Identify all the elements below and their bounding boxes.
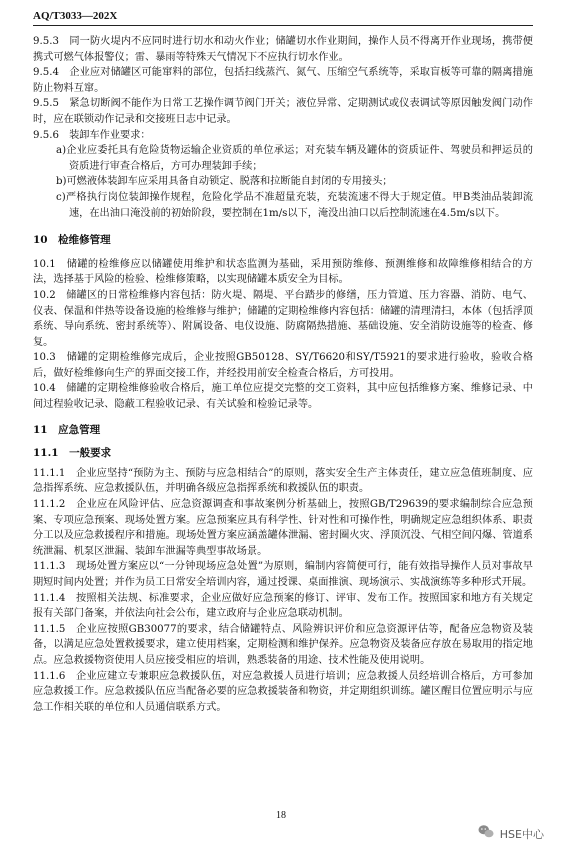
clause-9-5-5: 9.5.5 紧急切断阀不能作为日常工艺操作调节阀门开关；液位异常、定期测试或仪表调试等原因触发阀门动作时，应在联锁动作记录和交接班日志中记录。 [33, 98, 533, 125]
subsection-11-1-heading: 11.1 一般要求 [33, 447, 112, 460]
clause-10-3: 10.3 储罐的定期检维修完成后，企业按照GB50128、SY/T6620和SY/T5921的要求进行验收，验收合格后，做好检维修向生产的界面交接工作，并经投用前安全检查合格后，方可投用。 [33, 352, 533, 379]
list-item-b: b)可燃液体装卸车应采用具备自动锁定、脱落和拉断能自封闭的专用接头； [56, 176, 393, 188]
clause-9-5-4: 9.5.4 企业应对储罐区可能窜料的部位，包括扫线蒸汽、氮气、压缩空气系统等，采取盲板等可靠的隔离措施防止物料互窜。 [33, 67, 533, 94]
clause-9-5-6: 9.5.6 装卸车作业要求： [33, 129, 151, 141]
clause-9-5-3: 9.5.3 同一防火堤内不应同时进行切水和动火作业；储罐切水作业期间，操作人员不得离开作业现场，携带便携式可燃气体报警仪；雷、暴雨等特殊天气情况下不应执行切水作业。 [33, 36, 533, 63]
clause-11-1-5: 11.1.5 企业应按照GB30077的要求，结合储罐特点、风险辨识评价和应急资源评估等，配备应急物资及装备，以满足应急处置救援要求，建立使用档案，定期检测和维护保养。应急物资及装备应存放在易取用的指定地点。应急救援物资使用人员应接受相应的培训，熟悉装备的用途、技术性能及使用说明。 [33, 623, 533, 666]
list-item-c: c)严格执行岗位装卸操作规程，危险化学品不准超量充装，充装流速不得大于规定值。甲B类油品装卸流速，在出油口淹没前的初始阶段，要控制在1m/s以下，淹没出油口以后控制流速在4.5m/s以下。 [56, 191, 533, 219]
clause-11-1-2: 11.1.2 企业应在风险评估、应急资源调查和事故案例分析基础上，按照GB/T29639的要求编制综合应急预案、专项应急预案、现场处置方案。应急预案应具有科学性、针对性和可操作性，明确规定应急组织体系、职责分工以及应急救援程序和措施。现场处置方案应涵盖罐体泄漏、密封圈火灾、浮顶沉没、气相空间闪爆、管道系统泄漏、机泵区泄漏、装卸车泄漏等典型事故场景。 [33, 499, 533, 557]
watermark-text: HSE中心 [499, 827, 544, 841]
clause-11-1-6: 11.1.6 企业应建立专兼职应急救援队伍，对应急救援人员进行培训；应急救援人员经培训合格后，方可参加应急救援工作。应急救援队伍应当配备必要的应急救援装备和物资，并定期组织训练。罐区醒目位置应明示与应急工作相关联的单位和人员通信联系方式。 [33, 670, 533, 713]
clause-10-4: 10.4 储罐的定期检维修验收合格后，施工单位应提交完整的交工资料，其中应包括维修方案、维修记录、中间过程验收记录、隐蔽工程验收记录、有关试验和检验记录等。 [33, 383, 533, 411]
watermark [473, 821, 548, 846]
section-10-heading: 10 检维修管理 [33, 234, 111, 247]
section-11-heading: 11 应急管理 [33, 423, 101, 436]
clause-11-1-4: 11.1.4 按照相关法规、标准要求，企业应做好应急预案的修订、评审、发布工作。按照国家和地方有关规定报有关部门备案，并依法向社会公布，建立政府与企业应急联动机制。 [33, 592, 533, 620]
clause-11-1-3: 11.1.3 现场处置方案应以“一分钟现场应急处置”为原则，编制内容简便可行，能有效指导操作人员对事故早期短时间内处置；并作为员工日常安全培训内容，通过授课、桌面推演、现场演示、实战演练等多种形式开展。 [33, 561, 533, 588]
clause-10-2: 10.2 储罐区的日常检维修内容包括：防火堤、隔堤、平台踏步的修缮，压力管道、压力容器、消防、电气、仪表、保温和伴热等设备设施的检维修与维护；储罐的定期检维修内容包括：储罐的清理清扫，本体（包括浮顶系统、导向系统、密封系统等）、附属设备、电仪设施、防腐隔热措施、基础设施、安全消防设施等的检查、修复。 [33, 289, 533, 348]
running-header [33, 10, 533, 26]
clause-10-1: 10.1 储罐的检维修应以储罐使用维护和状态监测为基础，采用预防维修、预测维修和故障维修相结合的方法，选择基于风险的检验、检维修策略，以实现储罐本质安全为目标。 [33, 258, 533, 286]
list-item-a: a)企业应委托具有危险货物运输企业资质的单位承运；对充装车辆及罐体的资质证件、驾驶员和押运员的资质进行审查合格后，方可办理装卸手续； [56, 145, 533, 172]
clause-11-1-1: 11.1.1 企业应坚持“预防为主、预防与应急相结合”的原则，落实安全生产主体责任，建立应急值班制度、应急指挥系统、应急救援队伍，并明确各级应急指挥系统和救援队伍的职责。 [33, 467, 533, 495]
doc-id: AQ/T3033—202X [33, 10, 118, 22]
page-number: 18 [276, 810, 286, 821]
wechat-icon [477, 823, 495, 844]
page-body [33, 34, 533, 715]
